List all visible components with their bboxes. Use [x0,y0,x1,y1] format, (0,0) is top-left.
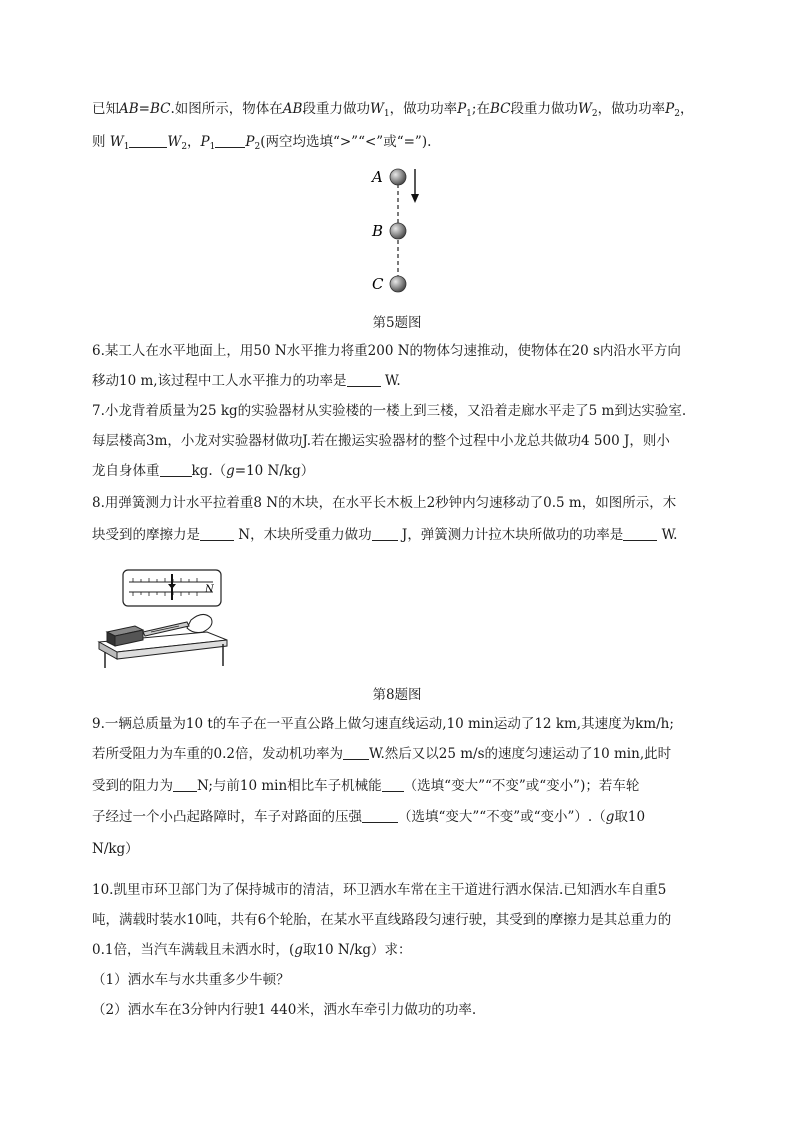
q8-line1: 8.用弹簧测力计水平拉着重8 N的木块，在水平长木板上2秒钟内匀速移动了0.5 m，如图所示，木 [92,495,677,511]
answer-blank[interactable] [173,779,197,792]
q10-sub1: （1）洒水车与水共重多少牛顿？ [92,972,290,988]
eq-ab-bc: AB=BC [119,101,171,117]
figure-8-spring-scale-experiment [95,562,235,670]
q7-line2: 每层楼高3m，小龙对实验器材做功J.若在搬运实验器材的整个过程中小龙总共做功4 500 J，则小 [92,433,670,449]
arrowhead-icon [411,194,419,203]
answer-blank[interactable] [343,747,369,760]
answer-blank[interactable] [215,135,245,148]
q7-line3: 龙自身体重 kg.（g=10 N/kg） [92,463,315,479]
q9-line3: 受到的阻力为 N;与前10 min相比车子机械能 （选填“变大”“不变”或“变小”)；若车轮 [92,778,640,794]
q9-line4: 子经过一个小凸起路障时，车子对路面的压强 （选填“变大”“不变”或“变小”）.（g取10 [92,809,646,825]
label-a: A [372,168,383,186]
answer-blank[interactable] [623,528,657,541]
q10-line2: 吨，满载时装水10吨，共有6个轮胎，在某水平直线路段匀速行驶，其受到的摩擦力是其总重力的 [92,912,672,928]
answer-blank[interactable] [372,528,398,541]
unit-label: N [205,584,214,595]
figure-5-falling-ball [362,163,442,298]
q5-line2: 则 $W_1$ $W_2$，$P_1$ $P_2$(两空均选填“>”“<”或“=”). [92,134,432,152]
q9-line2: 若所受阻力为车重的0.2倍，发动机功率为 W.然后又以25 m/s的速度匀速运动了10 min,此时 [92,746,672,762]
hand [187,614,212,632]
q8-line2: 块受到的摩擦力是 N，木块所受重力做功 J，弹簧测力计拉木块所做功的功率是 W. [92,527,678,543]
label-c: C [372,275,384,293]
q6-line2: 移动10 m,该过程中工人水平推力的功率是 W. [92,373,401,389]
ball-c [390,276,406,292]
q9-line5: N/kg） [92,841,139,857]
answer-blank[interactable] [347,374,381,387]
q6-line1: 6.某工人在水平地面上，用50 N水平推力将重200 N的物体匀速推动，使物体在20 s内沿水平方向 [92,343,681,359]
answer-blank[interactable] [362,810,398,823]
answer-blank[interactable] [382,779,404,792]
answer-blank[interactable] [200,528,234,541]
q5-line1: 已知AB=BC.如图所示，物体在AB段重力做功$W_1$，做功功率$P_1$;在BC段重力做功$W_2$，做功功率$P_2$， [92,101,694,119]
figure-8-caption: 第8题图 [372,687,422,703]
label-b: B [372,222,384,240]
q7-line1: 7.小龙背着质量为25 kg的实验器材从实验楼的一楼上到三楼，又沿着走廊水平走了5 m到达实验室. [92,403,687,419]
answer-blank[interactable] [160,464,192,477]
q9-line1: 9.一辆总质量为10 t的车子在一平直公路上做匀速直线运动,10 min运动了12 km,其速度为km/h; [92,716,674,732]
figure-5-caption: 第5题图 [372,315,422,331]
ball-a [390,169,406,185]
ball-b [390,223,406,239]
q10-line3: 0.1倍，当汽车满载且未洒水时，(g取10 N/kg）求： [92,942,412,958]
q10-line1: 10.凯里市环卫部门为了保持城市的清洁，环卫洒水车常在主干道进行洒水保洁.已知洒水车自重5 [92,882,667,898]
q10-sub2: （2）洒水车在3分钟内行驶1 440米，洒水车牵引力做功的功率. [92,1002,477,1018]
answer-blank[interactable] [129,135,167,148]
